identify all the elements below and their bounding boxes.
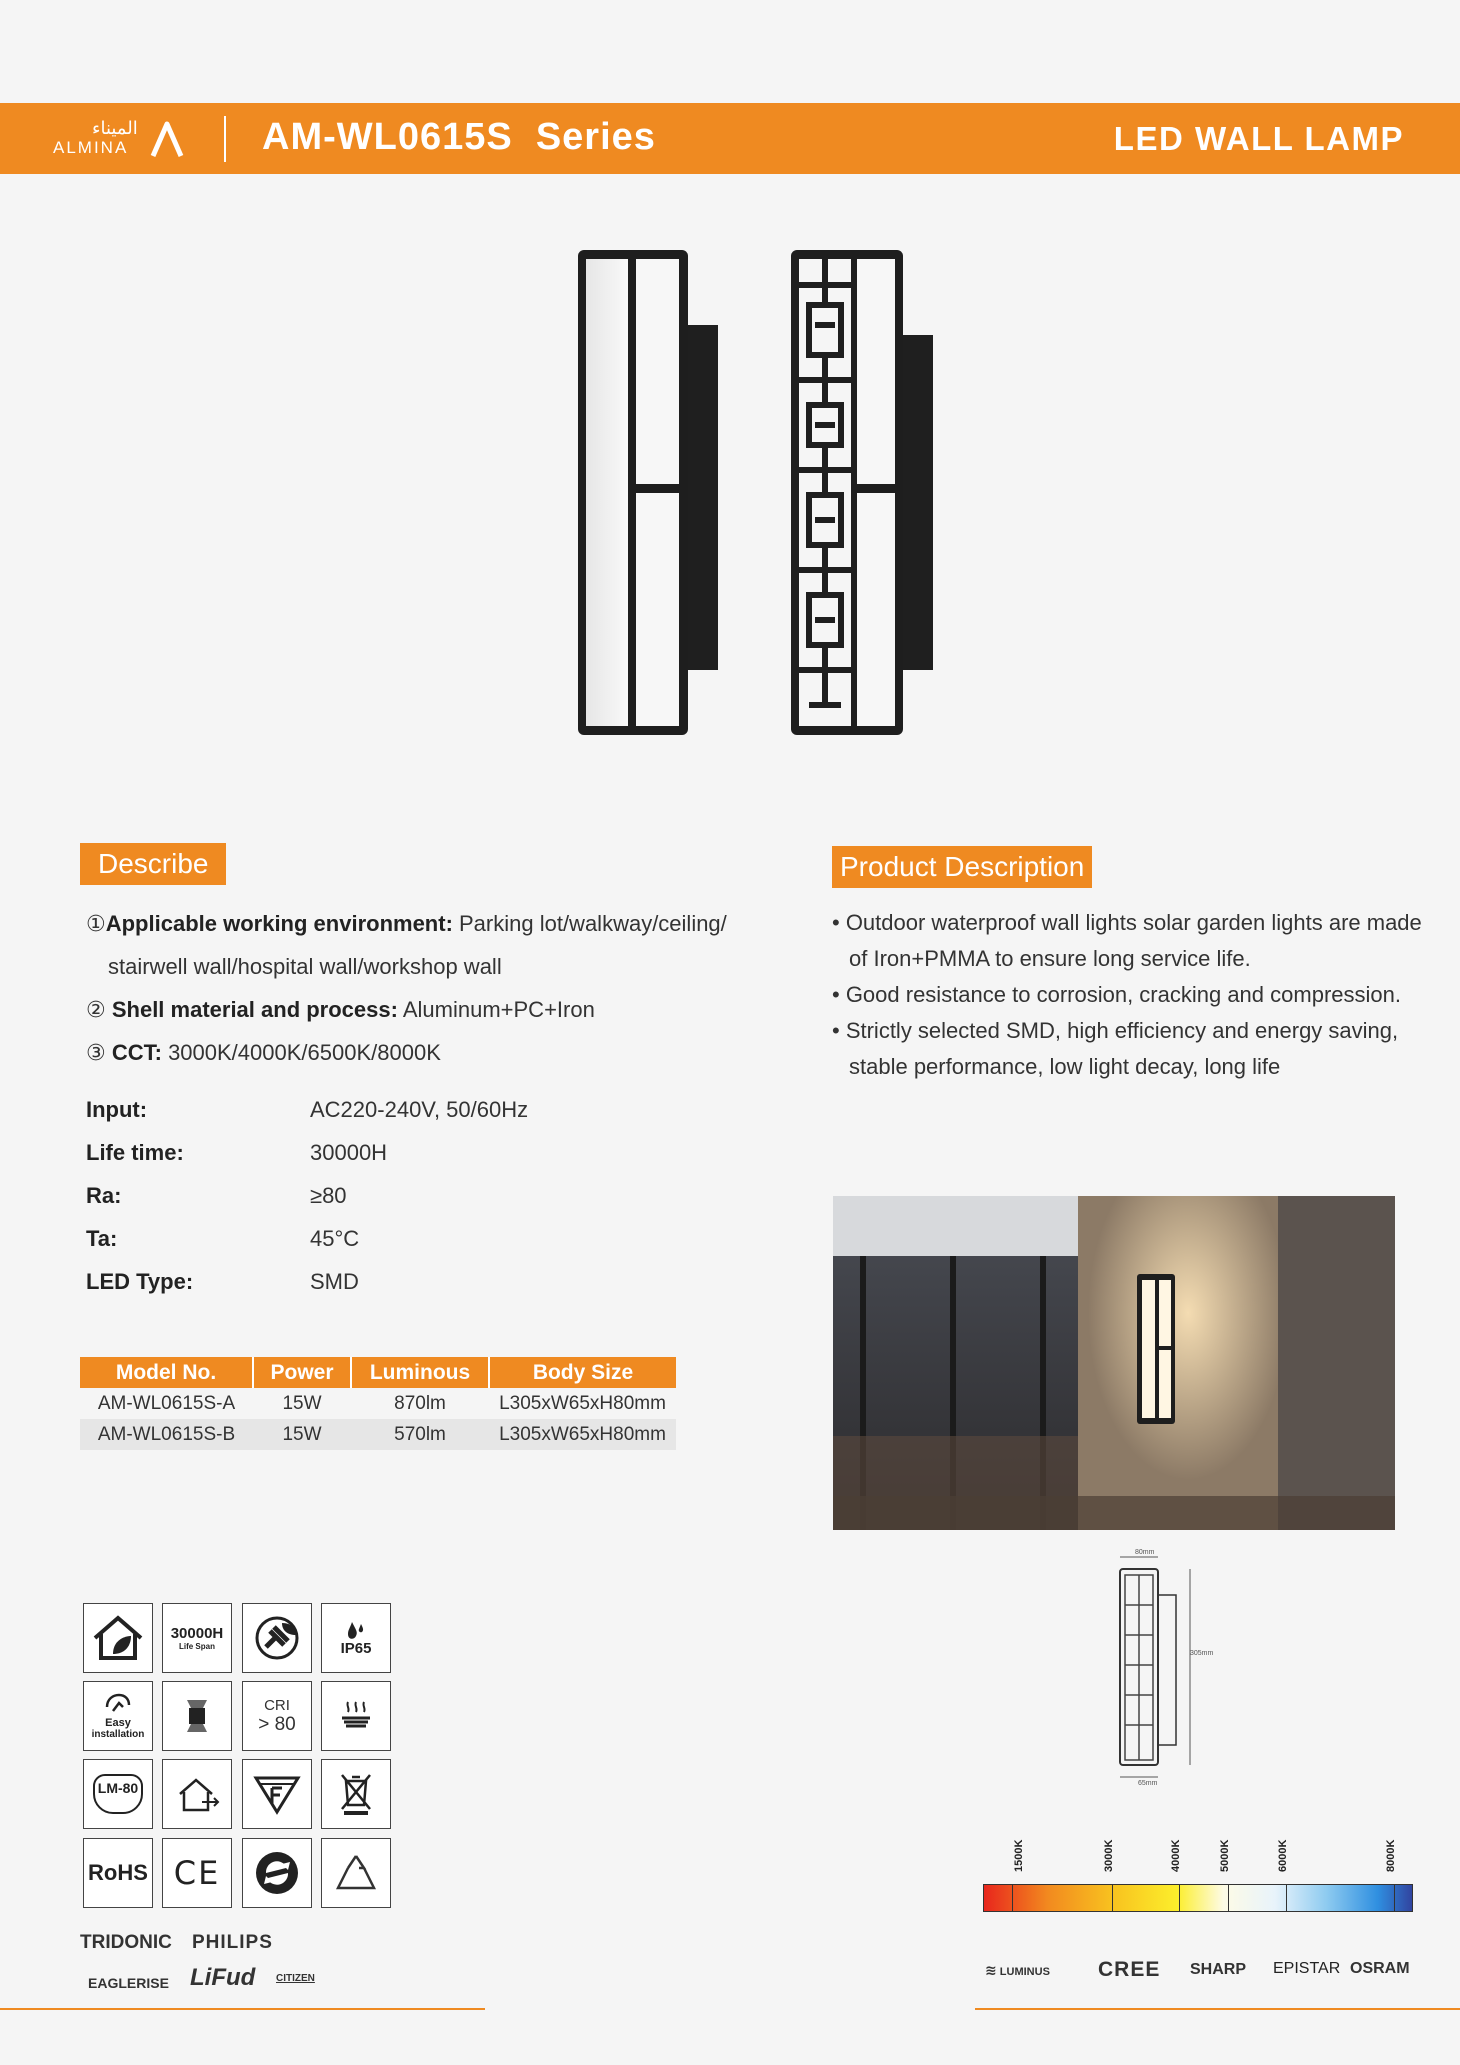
brand-tridonic: TRIDONIC [80,1932,172,1953]
column-header: Luminous [351,1357,489,1388]
describe-item-cct [86,1031,786,1074]
item-value: Parking lot/walkway/ceiling/ [452,911,727,936]
spec-row [86,1131,528,1174]
brand-luminus-text: LUMINUS [999,1966,1050,1978]
scale-tick [1394,1885,1395,1911]
column-header: Model No. [80,1357,253,1388]
scale-label: 1500K [1013,1839,1025,1872]
cri-value: > 80 [258,1713,296,1735]
recycle-icon [321,1838,391,1908]
spec-key: Ra: [86,1183,122,1208]
item-value: Aluminum+PC+Iron [397,997,595,1022]
spec-key: Life time: [86,1140,184,1165]
home-eco-icon [83,1603,153,1673]
luminus-mark-icon: ≋ [985,1962,997,1978]
spec-value: AC220-240V, 50/60Hz [310,1097,529,1122]
item-number: ② [86,997,112,1022]
lm80-text: LM-80 [93,1774,143,1814]
spec-row [86,1260,528,1303]
weee-bin-icon [321,1759,391,1829]
table-cell: L305xW65xH80mm [499,1392,666,1414]
table-cell: 15W [253,1419,351,1450]
item-number: ① [86,911,106,936]
product-description-list [832,905,1432,1085]
footer-line-right [975,2008,1460,2010]
ce-icon [162,1838,232,1908]
series-title: AM-WL0615S Series [262,116,656,158]
spec-row [86,1174,528,1217]
ce-text: CE [173,1854,221,1892]
bullet-item: • Strictly selected SMD, high efficiency and energy saving, stable performance, low light decay, long life [832,1018,1399,1079]
brand-sharp: SHARP [1190,1961,1247,1978]
spec-key: Ta: [86,1226,118,1251]
cri-icon [242,1681,312,1751]
spec-row [86,1217,528,1260]
installation-text: installation [91,1728,145,1740]
table-cell: AM-WL0615S-A [97,1392,236,1414]
describe-item-environment [86,902,786,945]
spec-key: LED Type: [86,1269,194,1294]
brand-luminus [985,1962,1050,1979]
ip-rating-text: IP65 [340,1639,372,1657]
dimension-width: 80mm [1135,1549,1155,1556]
dimension-drawing [1110,1545,1230,1790]
green-dot-icon [242,1838,312,1908]
brand-eaglerise: EAGLERISE [88,1975,169,1991]
table-row [80,1419,676,1450]
scale-tick [1012,1885,1013,1911]
spec-value: 30000H [310,1140,388,1165]
lamp-pattern-image [785,245,945,740]
brand-philips: PHILIPS [192,1932,273,1953]
spec-key: Input: [86,1097,148,1122]
table-header-row [80,1357,676,1388]
lm80-icon [83,1759,153,1829]
table-cell: 870lm [394,1392,446,1414]
scale-label: 4000K [1170,1839,1182,1872]
scale-tick [1228,1885,1229,1911]
spec-list [86,1088,528,1303]
easy-text: Easy [105,1716,131,1729]
describe-list [86,902,786,1074]
item-number: ③ [86,1040,112,1065]
almina-logo-icon [150,120,184,158]
scale-label: 8000K [1385,1839,1397,1872]
lamp-plain-image [570,245,730,740]
spec-value: SMD [310,1269,359,1294]
item-label: Shell material and process: [111,997,398,1022]
rohs-icon [83,1838,153,1908]
footer-line-left [0,2008,485,2010]
table-row [80,1388,676,1419]
bullet-item: • Outdoor waterproof wall lights solar garden lights are made of Iron+PMMA to ensure long service life. [832,910,1422,971]
describe-item-material [86,988,786,1031]
category-title: LED WALL LAMP [1113,120,1404,157]
brand-epistar: EPISTAR [1273,1960,1341,1977]
cri-label: CRI [264,1696,290,1714]
brand-citizen: CITIZEN [276,1973,315,1984]
spec-value: ≥80 [310,1183,347,1208]
installation-scene-image [833,1196,1395,1530]
column-header: Power [253,1357,351,1388]
scale-label: 3000K [1103,1839,1115,1872]
logo-arabic-text: الميناء [92,118,138,138]
scale-label: 5000K [1219,1839,1231,1872]
color-temperature-bar [983,1884,1413,1912]
dimension-depth: 65mm [1138,1780,1158,1787]
spec-row [86,1088,528,1131]
bullet-item: • Good resistance to corrosion, cracking and compression. [832,982,1401,1007]
item-label: Applicable working environment: [105,911,453,936]
plug-eco-icon [242,1603,312,1673]
rohs-text: RoHS [88,1860,148,1885]
ip65-icon [321,1603,391,1673]
brand-osram: OSRAM [1350,1960,1410,1977]
product-description-heading: Product Description [832,846,1092,888]
describe-heading: Describe [80,843,226,885]
scale-label: 6000K [1277,1839,1289,1872]
lifespan-caption: Life Span [178,1642,215,1651]
scale-tick [1112,1885,1113,1911]
scale-tick [1286,1885,1287,1911]
brand-lifud: LiFud [190,1964,256,1991]
table-cell: 570lm [351,1419,489,1450]
spec-value: 45°C [310,1226,360,1251]
item-value: 3000K/4000K/6500K/8000K [161,1040,441,1065]
indoor-outdoor-icon [162,1759,232,1829]
table-cell: AM-WL0615S-B [80,1419,253,1450]
f-mark-icon [242,1759,312,1829]
lifespan-icon [162,1603,232,1673]
brand-cree: CREE [1098,1958,1161,1981]
heat-dissipation-icon [321,1681,391,1751]
scale-tick [1179,1885,1180,1911]
dimension-length: 305mm [1190,1650,1214,1657]
table-cell: 15W [282,1392,322,1414]
up-down-light-icon [162,1681,232,1751]
item-value-continued: stairwell wall/hospital wall/workshop wall [108,954,502,979]
table-cell: L305xW65xH80mm [489,1419,676,1450]
model-table [80,1357,676,1450]
logo-latin-text: ALMINA [53,138,129,157]
item-label: CCT: [111,1040,162,1065]
lifespan-value: 30000H [170,1625,224,1642]
header-divider [224,116,226,162]
column-header: Body Size [489,1357,676,1388]
easy-installation-icon [83,1681,153,1751]
